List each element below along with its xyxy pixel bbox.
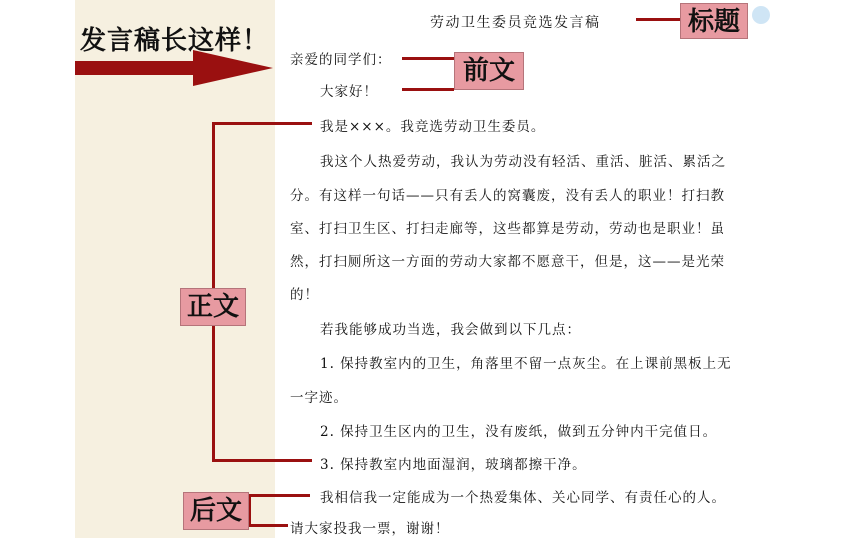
ending-connector-bottom	[248, 524, 288, 527]
line-body-8: 一字迹。	[290, 390, 348, 406]
label-title: 标题	[680, 3, 748, 39]
line-body-4: 然，打扫厕所这一方面的劳动大家都不愿意干，但是，这——是光荣	[290, 254, 725, 270]
line-ending-1: 我相信我一定能成为一个热爱集体、关心同学、有责任心的人。	[320, 490, 726, 506]
ending-connector-top	[248, 494, 310, 497]
line-greeting: 亲爱的同学们：	[290, 52, 392, 68]
body-bracket-top	[212, 122, 312, 125]
line-body-10: 3. 保持教室内地面湿润，玻璃都擦干净。	[320, 457, 587, 473]
intro-connector-top	[402, 57, 454, 60]
line-intro-self: 我是×××。我竞选劳动卫生委员。	[320, 119, 546, 135]
line-body-7: 1. 保持教室内的卫生，角落里不留一点灰尘。在上课前黑板上无	[320, 356, 732, 372]
line-ending-2: 请大家投我一票，谢谢！	[290, 521, 450, 537]
speech-title: 劳动卫生委员竞选发言稿	[430, 15, 601, 31]
line-body-5: 的！	[290, 287, 319, 303]
body-bracket-bottom	[212, 459, 312, 462]
line-body-9: 2. 保持卫生区内的卫生，没有废纸，做到五分钟内干完值日。	[320, 424, 718, 440]
decorative-dot-icon	[752, 6, 770, 24]
intro-connector-bottom	[402, 88, 454, 91]
line-body-3: 室、打扫卫生区、打扫走廊等，这些都算是劳动，劳动也是职业！虽	[290, 221, 725, 237]
line-body-6: 若我能够成功当选，我会做到以下几点：	[320, 322, 581, 338]
label-intro: 前文	[454, 52, 524, 90]
big-arrow-icon	[75, 50, 275, 86]
line-body-2: 分。有这样一句话——只有丢人的窝囊废，没有丢人的职业！打扫教	[290, 188, 725, 204]
line-hello: 大家好！	[320, 84, 378, 100]
label-body: 正文	[180, 288, 246, 326]
title-connector	[636, 18, 682, 21]
headline: 发言稿长这样！	[80, 26, 270, 56]
line-body-1: 我这个人热爱劳动，我认为劳动没有轻活、重活、脏活、累活之	[320, 154, 726, 170]
label-ending: 后文	[183, 492, 249, 530]
